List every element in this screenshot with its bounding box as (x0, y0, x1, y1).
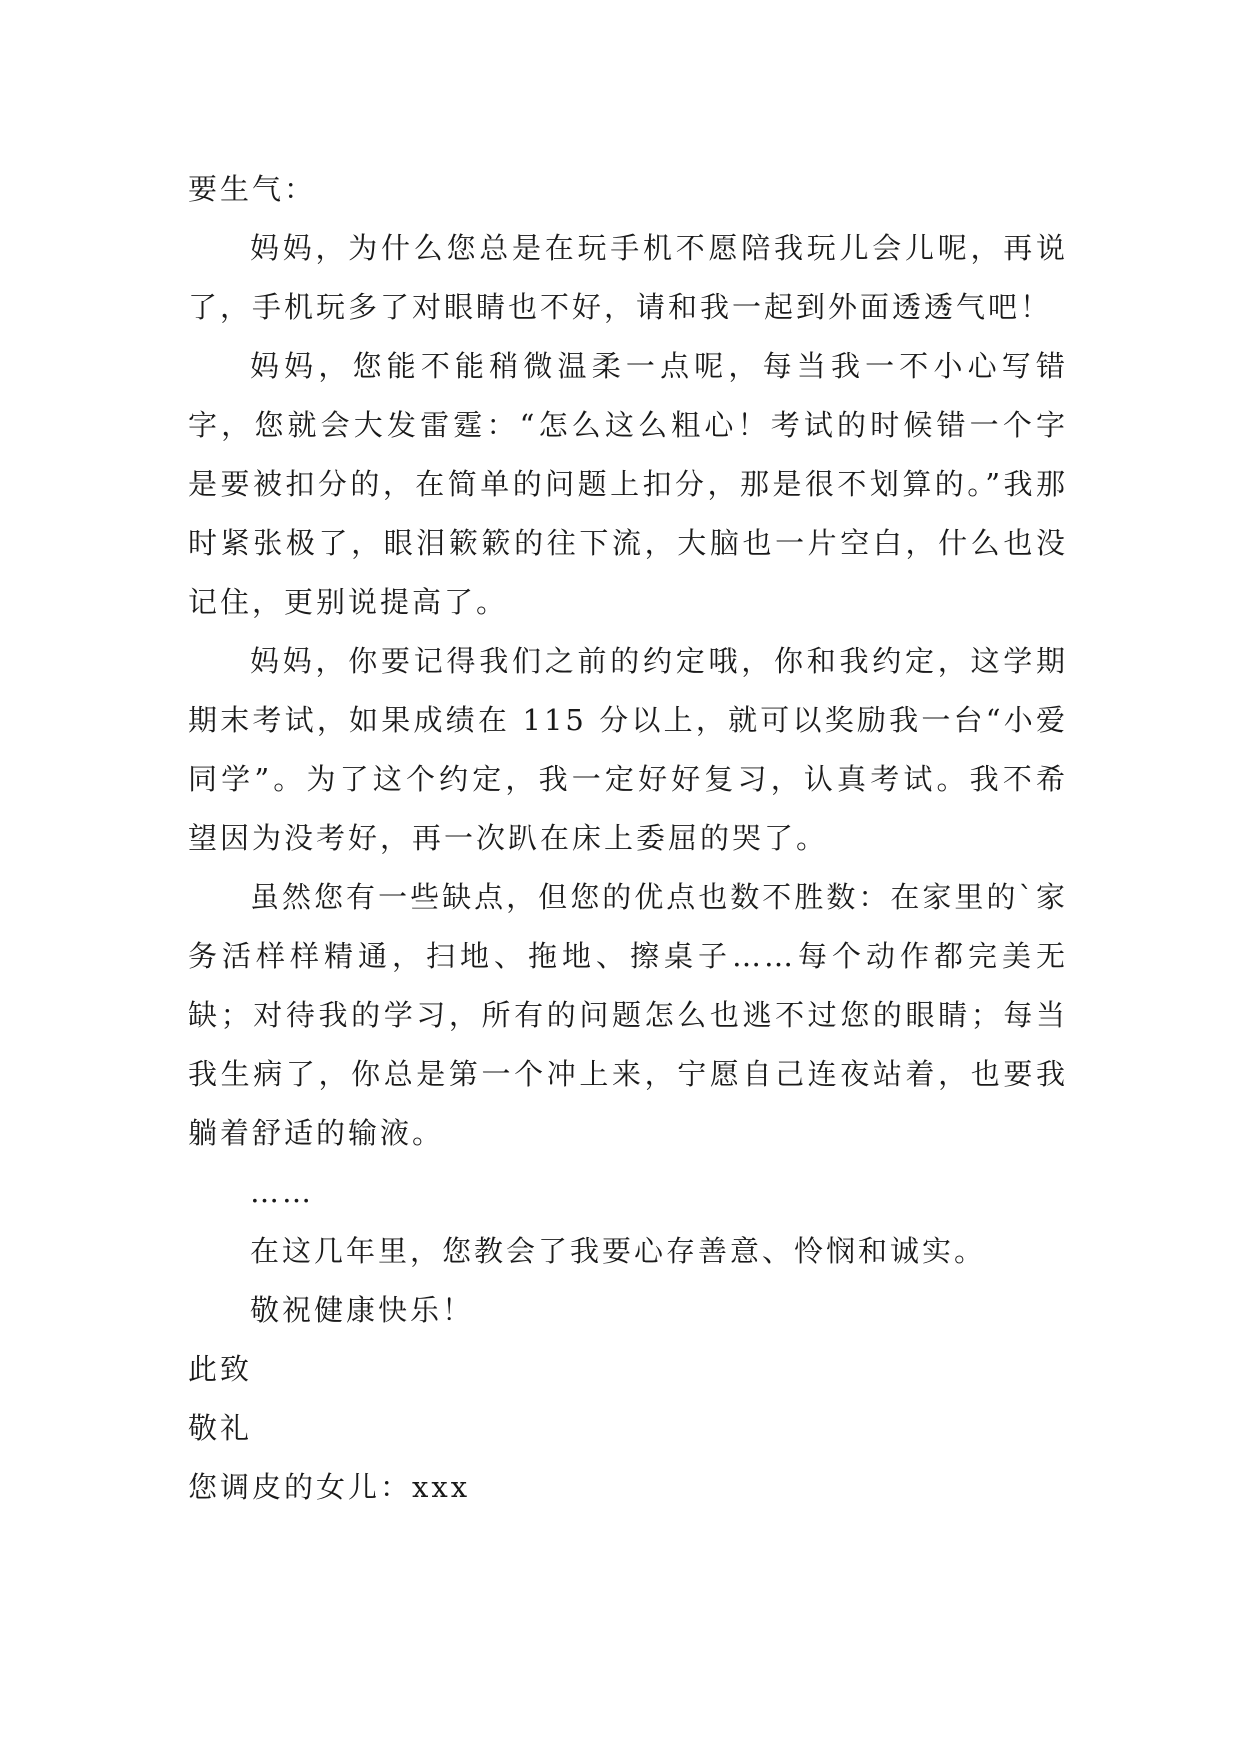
closing-cizhi: 此致 (188, 1352, 253, 1386)
paragraph-gentle: 妈妈，您能不能稍微温柔一点呢，每当我一不小心写错字，您就会大发雷霆：“怎么这么粗心！考试的时候错一个字是要被扣分的，在简单的问题上扣分，那是很不划算的。”我那时紧张极了，眼泪簌簌的往下流，大脑也一片空白，什么也没记住，更别说提高了。 (188, 349, 1068, 619)
paragraph-promise: 妈妈，你要记得我们之前的约定哦，你和我约定，这学期期末考试，如果成绩在 115 分以上，就可以奖励我一台“小爱同学”。为了这个约定，我一定好好复习，认真考试。我不希望因为没考好，再一次趴在床上委屈的哭了。 (188, 644, 1068, 855)
paragraph-lessons: 在这几年里，您教会了我要心存善意、怜悯和诚实。 (250, 1234, 987, 1268)
paragraph-opening-fragment: 要生气： (188, 172, 317, 206)
paragraph-virtues: 虽然您有一些缺点，但您的优点也数不胜数：在家里的`家务活样样精通，扫地、拖地、擦桌子……每个动作都完美无缺；对待我的学习，所有的问题怎么也逃不过您的眼睛；每当我生病了，你总是第一个冲上来，宁愿自己连夜站着，也要我躺着舒适的输液。 (188, 880, 1068, 1150)
paragraph-wishes: 敬祝健康快乐！ (250, 1293, 475, 1327)
closing-jingli: 敬礼 (188, 1411, 253, 1445)
paragraph-phone: 妈妈，为什么您总是在玩手机不愿陪我玩儿会儿呢，再说了，手机玩多了对眼睛也不好，请和我一起到外面透透气吧！ (188, 231, 1068, 324)
paragraph-ellipsis: …… (250, 1175, 314, 1209)
signature: 您调皮的女儿：xxx (188, 1470, 471, 1504)
letter-body (188, 160, 1068, 1517)
